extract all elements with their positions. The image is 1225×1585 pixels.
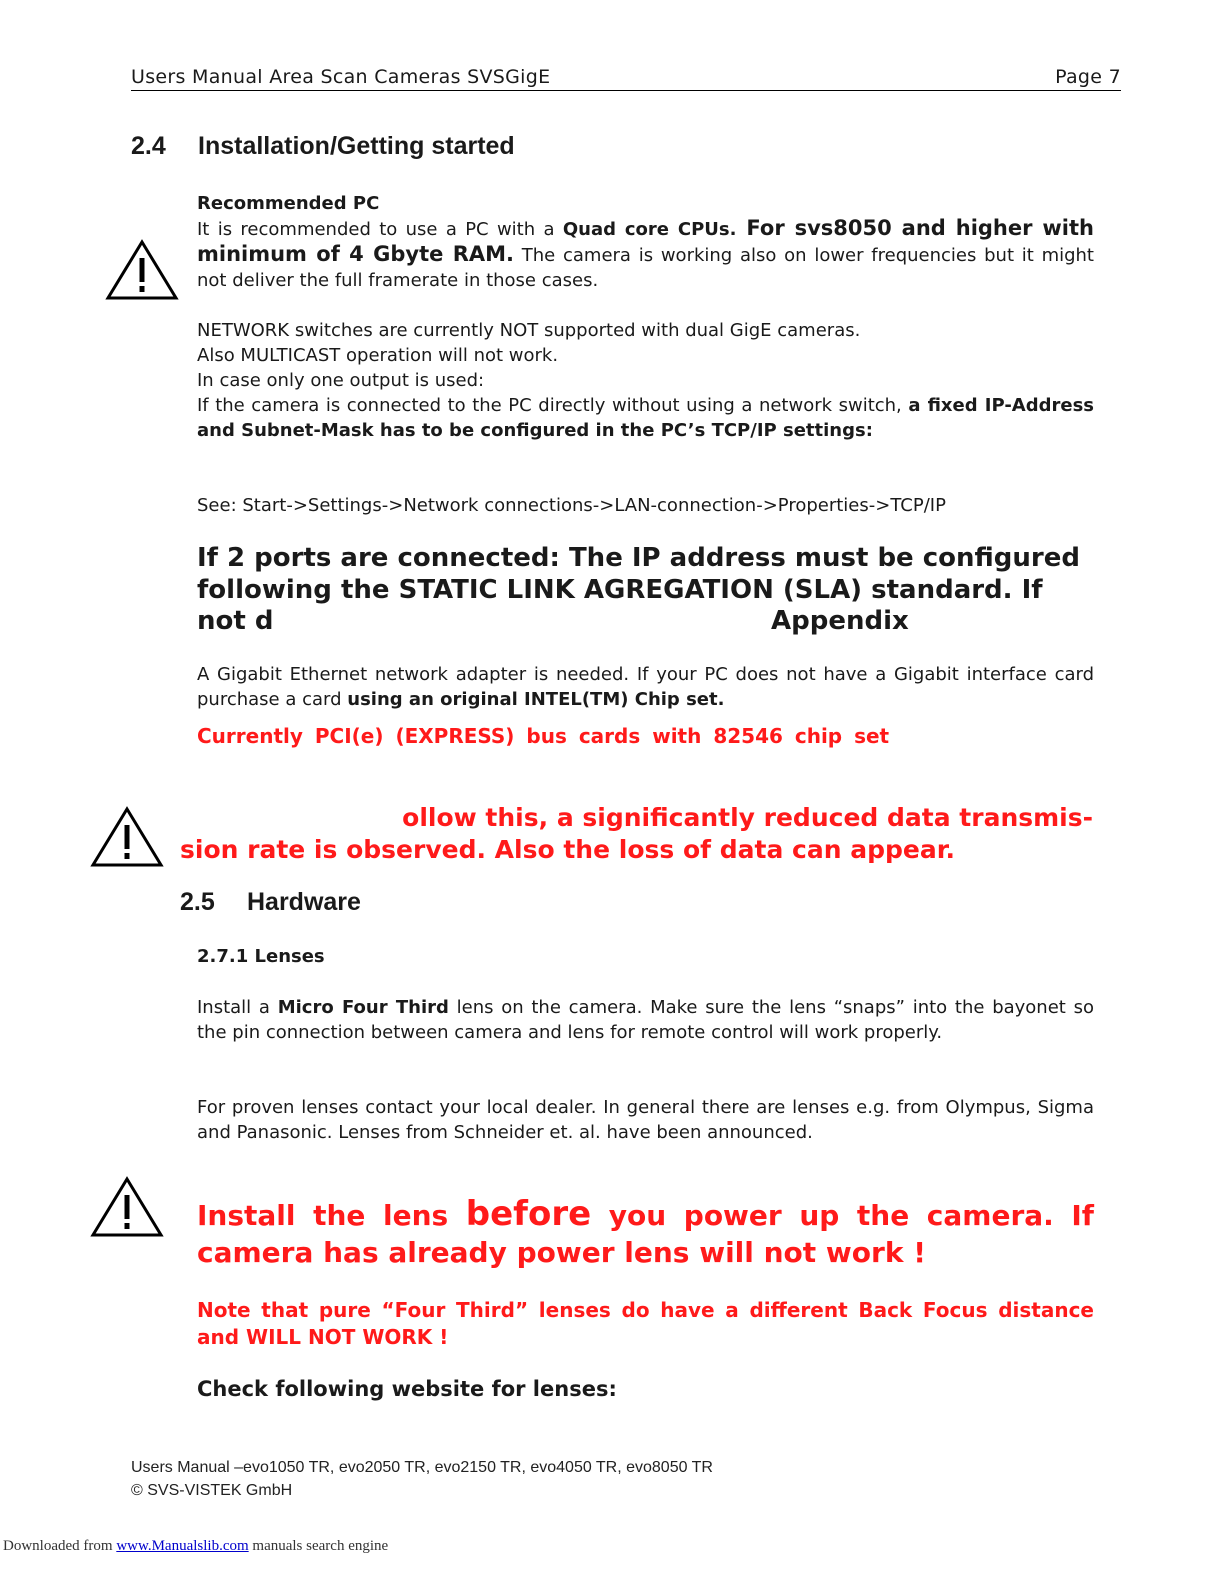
page-header [131, 66, 1121, 91]
network-paragraph [197, 393, 1094, 443]
text: A Gigabit Ethernet network adapter is needed. If your PC does not have a Gigabit interface card purchase a card [197, 664, 1094, 710]
recommended-pc-heading: Recommended PC [197, 193, 380, 214]
text: The camera is working also on lower frequencies but it might not deliver the full framerate in those cases. [197, 245, 1094, 291]
section-2-4-heading [131, 132, 515, 161]
sla-line: If 2 ports are connected: The IP address must be configured [197, 543, 1080, 573]
text: If the camera is connected to the PC directly without using a network switch, [197, 395, 909, 416]
sla-fragment: not d [197, 606, 274, 636]
footer-copyright: © SVS-VISTEK GmbH [131, 1482, 293, 1499]
page-number: Page 7 [1055, 66, 1121, 88]
install-lens-warning [197, 1196, 1094, 1271]
pci-warning-line: Currently PCI(e) (EXPRESS) bus cards with 82546 chip set [197, 724, 890, 748]
see-path-line: See: Start->Settings->Network connections->LAN-connection->Properties->TCP/IP [197, 495, 946, 516]
fixed-ip-text: a fixed IP-Address and Subnet-Mask has to be configured in the PC’s TCP/IP settings: [197, 395, 1094, 441]
network-block [197, 318, 1094, 443]
text: lens on the camera. Make sure the lens “snaps” into the bayonet so the pin connection between camera and lens for remote control will work properly. [197, 997, 1094, 1043]
lenses-text [197, 995, 1094, 1045]
section-title: Hardware [247, 888, 361, 916]
intel-chipset-text: using an original INTEL(TM) Chip set. [347, 689, 725, 710]
download-banner [3, 1538, 388, 1555]
section-number: 2.5 [180, 888, 215, 916]
micro-four-third-text: Micro Four Third [277, 997, 449, 1018]
transmission-warning [180, 802, 1093, 866]
download-suffix: manuals search engine [248, 1538, 389, 1554]
warning-icon [90, 805, 164, 869]
gigabit-block [197, 662, 1094, 712]
lenses-paragraph-1 [197, 995, 1094, 1045]
sla-line [197, 606, 1097, 638]
sla-line: following the STATIC LINK AGREGATION (SLA) standard. If [197, 574, 1043, 605]
page-footer [131, 1456, 713, 1502]
header-title: Users Manual Area Scan Cameras SVSGigE [131, 66, 551, 88]
network-line: Also MULTICAST operation will not work. [197, 345, 559, 366]
quad-core-text: Quad core CPUs. [562, 219, 737, 240]
warning-line [197, 1196, 1094, 1234]
section-number: 2.4 [131, 132, 166, 160]
network-line: NETWORK switches are currently NOT supported with dual GigE cameras. [197, 320, 861, 341]
warning-icon [90, 1175, 164, 1239]
recommended-pc-paragraph [197, 216, 1094, 293]
warning-line: camera has already power lens will not work ! [197, 1236, 926, 1269]
warning-line: ollow this, a significantly reduced data transmis- [402, 803, 1093, 832]
network-line: In case only one output is used: [197, 370, 485, 391]
text: you power up the camera. If [591, 1199, 1094, 1232]
footer-models: Users Manual –evo1050 TR, evo2050 TR, evo2150 TR, evo4050 TR, evo8050 TR [131, 1459, 713, 1476]
appendix-text: Appendix [771, 606, 909, 636]
text: It is recommended to use a PC with a [197, 219, 563, 240]
lenses-heading: 2.7.1 Lenses [197, 946, 325, 967]
recommended-pc-block [197, 191, 1094, 293]
sla-block [197, 543, 1097, 638]
check-website-line: Check following website for lenses: [197, 1377, 617, 1401]
four-third-note: Note that pure “Four Third” lenses do have a different Back Focus distance and WILL NOT WORK ! [197, 1298, 1094, 1349]
warning-icon [105, 238, 179, 302]
ram-requirement-text: For svs8050 and higher with minimum of 4 Gbyte RAM. [197, 216, 1094, 266]
text: Install the lens [197, 1199, 466, 1232]
section-2-5-heading [180, 888, 361, 917]
download-prefix: Downloaded from [3, 1538, 117, 1554]
before-emphasis: before [465, 1194, 592, 1234]
text: Install a [197, 997, 278, 1018]
lenses-paragraph-2: For proven lenses contact your local dealer. In general there are lenses e.g. from Olympus, Sigma and Panasonic. Lenses from Schneider et. al. have been announced. [197, 1097, 1094, 1143]
warning-line: sion rate is observed. Also the loss of data can appear. [180, 835, 955, 864]
gigabit-paragraph [197, 662, 1094, 712]
manualslib-link[interactable]: www.Manualslib.com [116, 1538, 249, 1554]
section-title: Installation/Getting started [198, 132, 515, 160]
